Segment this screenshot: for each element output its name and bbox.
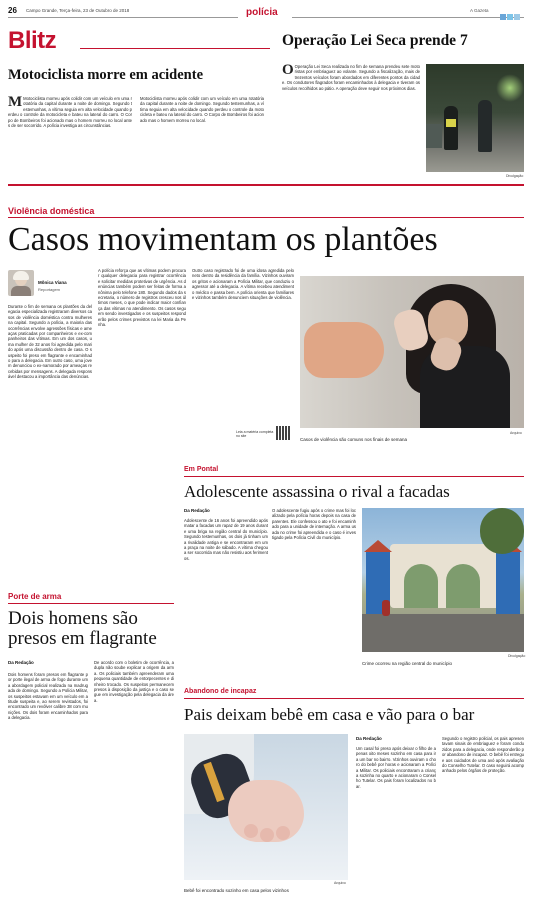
blitz-bottom-rule [8,184,524,186]
author-hair [13,271,29,280]
road [362,614,524,652]
adolescente-kicker: Em Pontal [184,466,219,473]
adolescente-photo [362,508,524,652]
blitz-photo-credit: Divulgação [506,174,524,178]
author-role: Reportagem [38,287,61,292]
dropcap: M [8,96,23,110]
adolescente-headline: Adolescente assassina o rival a facadas [184,482,450,501]
twitter-icon [507,14,513,20]
violencia-photo-credit: Arquivo [510,431,522,435]
violencia-col3: Outro caso registrado foi de uma idosa agredida pelo neto dentro da residência da família. Vizinhos ouviram os gritos e acionaram a Polícia Militar, que conduziu o agressor até a delegacia. A vítima recebeu atendimento médico e passa bem. A polícia orienta que familiares e vizinhos também denunciem situações de violência. [192,268,294,301]
abandono-kicker-rule [184,698,524,699]
author-body [11,286,31,296]
abandono-kicker: Abandono de incapaz [184,688,257,695]
violencia-headline: Casos movimentam os plantões [8,221,438,258]
porte-kicker: Porte de arma [8,592,62,601]
author-name: Mônica Viana [38,280,67,285]
arch-opening [404,564,438,608]
abandono-headline: Pais deixam bebê em casa e vão para o bar [184,705,475,724]
abandono-photo-credit: Arquivo [334,881,346,885]
blitz-left-text-a: Motociclista morreu após colidir com um veículo em uma rotatória da capital durante a noite de domingo. Segundo testemunhas, a vítima seguia em alta velocidade quando perdeu o controle da motocicleta e bateu na lateral do carro. O Corpo de Bombeiros foi acionado mas o homem morreu no local antes de ser socorrido. A polícia investiga as circunstâncias. [8,96,132,129]
officer-vest [446,119,456,127]
light-glow [496,74,524,102]
blitz-logo-text: Blitz [8,27,57,54]
adolescente-col2: O adolescente fugiu após o crime mas foi localizado pela polícia horas depois na casa de parentes. Ele confessou o ato e foi encaminhado para a unidade de internação. A arma usada no crime foi apreendida e o caso é investigado pela Polícia Civil do município. [272,508,356,541]
adolescente-col1: Adolescente de 16 anos foi apreendido após matar a facadas um rapaz de 19 anos durante uma briga na região central do município. Segundo testemunhas, os dois já tinham uma rivalidade antiga e se encontraram em uma praça na noite de sábado. A vítima chegou a ser socorrida mas não resistiu aos ferimentos. [184,518,268,561]
qr-label: Leia a matéria completa no site [236,430,274,438]
adolescente-photo-caption: Crime ocorreu na região central do município [362,661,453,666]
blitz-left-text-col2: Motociclista morreu após colidir com um veículo em uma rotatória da capital durante a noite de domingo. Segundo testemunhas, a vítima seguia em alta velocidade quando perdeu o controle da motocicleta e bateu na lateral do carro. O Corpo de Bombeiros foi acionado mas o homem morreu no local. [140,96,264,123]
porte-headline-1: Dois homens são [8,608,138,629]
blitz-photo [426,64,524,172]
abandono-col2: Segundo o registro policial, os pais apresentavam sinais de embriaguez e foram conduzidos para a delegacia, onde responderão por abandono de incapaz. O bebê foi entregue aos cuidados de uma avó após avaliação do Conselho Tutelar. O caso seguirá acompanhado pelos órgãos de proteção. [442,736,524,774]
header-rule-right [292,17,524,18]
adolescente-byline: Da Redação [184,508,210,513]
violencia-photo [300,276,524,428]
abandono-photo-caption: Bebê foi encontrado sozinho em casa pelos vizinhos [184,888,289,893]
blitz-left-headline: Motociclista morre em acidente [8,67,203,83]
violencia-col1: Durante o fim de semana os plantões da delegacia especializada registraram diversos casos de violência doméstica contra mulheres na capital. Segundo a polícia, a maioria das ocorrências envolve agressões físicas e ameaças praticadas por companheiros e ex-companheiros das vítimas. Em um dos casos, uma mulher de 32 anos foi agredida pelo marido após uma discussão dentro de casa. O suspeito foi preso em flagrante e encaminhado para a delegacia. Em outro caso, uma jovem denunciou o ex-namorado por ameaças recebidas por mensagens. A delegada responsável destacou a importância das denúncias. [8,304,92,380]
section-label: polícia [246,7,278,18]
page-number: 26 [8,6,17,15]
blitz-right-text [282,64,420,174]
porte-headline-2: presos em flagrante [8,628,157,649]
baby-finger [260,828,274,842]
blitz-logo [8,27,56,55]
adolescente-photo-credit: Divulgação [508,654,526,658]
porte-col2: De acordo com o boletim de ocorrência, a dupla não soube explicar a origem da arma. Os policiais também apreenderam uma pequena quantidade de entorpecentes e dinheiro trocado. Os suspeitos permanecem presos à disposição da justiça e o caso segue em investigação pela delegacia da área. [94,660,174,703]
abandono-col1: Um casal foi preso após deixar o filho de apenas oito meses sozinho em casa para ir a um bar no bairro. Vizinhos ouviram o choro do bebê por horas e acionaram a Polícia Militar. Os policiais encontraram a criança sozinha no quarto e acionaram o Conselho Tutelar. Os pais foram localizados no bar. [356,746,436,789]
officer-figure [478,100,492,152]
tower-right [496,550,520,614]
baby-finger [244,824,258,838]
dropcap: O [282,64,294,78]
adolescente-kicker-rule [184,476,524,477]
violencia-kicker: Violência doméstica [8,206,95,216]
blitz-right-text-body: Operação Lei Seca realizada no fim de semana prendeu sete motoristas por embriaguez ao volante. Segundo a fiscalização, mais de trezentos veículos foram abordados em diferentes pontos da cidade. Os condutores flagrados foram encaminhados à delegacia e tiveram os veículos recolhidos ao pátio. A operação deve seguir nos próximos dias. [282,64,420,91]
social-icons [500,7,520,25]
page-header [0,0,534,22]
violencia-kicker-rule [8,217,524,218]
author-photo [8,270,34,296]
violencia-col2: A polícia reforça que as vítimas podem procurar qualquer delegacia para registrar ocorrência e solicitar medidas protetivas de urgência. As denúncias também podem ser feitas de forma anônima pelo telefone 180. Segundo dados da secretaria, o número de registros cresceu nos últimos meses, o que pode indicar maior confiança das vítimas no atendimento. Os casos seguem sendo investigados e os suspeitos responderão pelos crimes previstos na lei Maria da Penha. [98,268,186,328]
dateline: Campo Grande, Terça-feira, 23 de Outubro de 2018 [26,8,130,13]
porte-byline: Da Redação [8,660,34,665]
abandono-photo [184,734,348,880]
porte-col1: Dois homens foram presos em flagrante por porte ilegal de arma de fogo durante uma abordagem policial realizada na madrugada de domingo. Segundo a Polícia Militar, os suspeitos estavam em um veículo em atitude suspeita e, ao serem revistados, foi encontrado um revólver calibre 38 com munições. Os dois foram encaminhados para a delegacia. [8,672,88,721]
baby-finger [276,826,290,840]
blitz-rule [80,48,270,49]
arch-opening [446,564,480,608]
header-rule-left [8,17,238,18]
porte-kicker-rule [8,603,174,604]
blitz-right-headline: Operação Lei Seca prende 7 [282,32,468,49]
facebook-icon [500,14,506,20]
brand-label: A Gazeta [470,8,489,13]
instagram-icon [514,14,520,20]
qr-code-icon [276,426,290,440]
abandono-byline: Da Redação [356,736,382,741]
tower-left-roof [364,540,392,552]
tree [480,508,524,554]
officer-figure [444,106,458,150]
violencia-photo-caption: Casos de violência são comuns nos finais de semana [300,437,408,442]
blitz-left-text-col1 [8,96,132,172]
car-shape [426,124,442,148]
motorcycle-figure [382,600,390,616]
aggressor-fist [304,322,384,378]
